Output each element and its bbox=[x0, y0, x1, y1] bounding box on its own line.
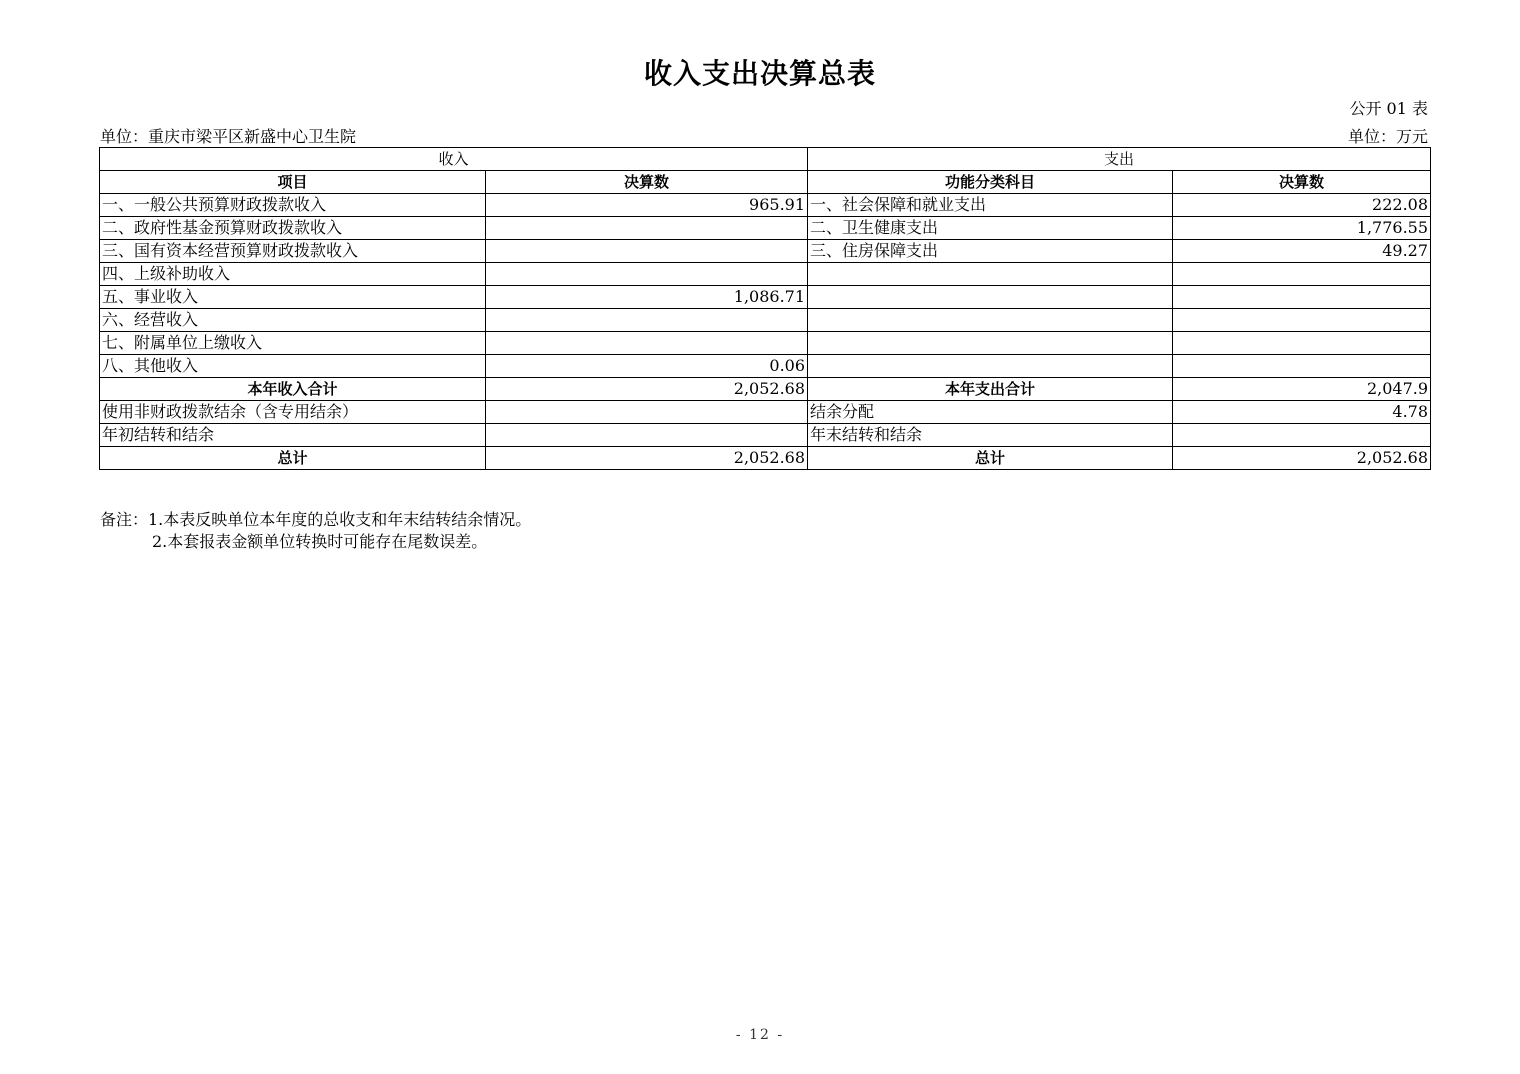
table-row bbox=[100, 401, 1431, 424]
expense-item: 三、住房保障支出 bbox=[808, 240, 1173, 263]
expense-item bbox=[808, 263, 1173, 286]
table-row bbox=[100, 263, 1431, 286]
unit-currency: 单位：万元 bbox=[1347, 127, 1428, 146]
page-title: 收入支出决算总表 bbox=[643, 57, 876, 90]
income-item: 四、上级补助收入 bbox=[100, 263, 486, 286]
expense-amount bbox=[1173, 309, 1431, 332]
table-row bbox=[100, 194, 1431, 217]
table-row bbox=[100, 217, 1431, 240]
income-amount bbox=[486, 332, 808, 355]
income-item: 二、政府性基金预算财政拨款收入 bbox=[100, 217, 486, 240]
income-item: 使用非财政拨款结余（含专用结余） bbox=[100, 401, 486, 424]
expense-amount: 222.08 bbox=[1173, 194, 1431, 217]
expense-amount bbox=[1173, 263, 1431, 286]
expense-item bbox=[808, 332, 1173, 355]
income-total-label: 总计 bbox=[100, 447, 486, 470]
page-number: - 12 - bbox=[735, 1027, 785, 1043]
income-amount: 965.91 bbox=[486, 194, 808, 217]
expense-total-amount: 2,052.68 bbox=[1173, 447, 1431, 470]
table-row bbox=[100, 355, 1431, 378]
income-subtotal-amount: 2,052.68 bbox=[486, 378, 808, 401]
income-total-amount: 2,052.68 bbox=[486, 447, 808, 470]
expense-group-header: 支出 bbox=[808, 148, 1431, 171]
income-item: 五、事业收入 bbox=[100, 286, 486, 309]
column-header-amount-expense: 决算数 bbox=[1173, 171, 1431, 194]
income-item: 六、经营收入 bbox=[100, 309, 486, 332]
expense-subtotal-label: 本年支出合计 bbox=[808, 378, 1173, 401]
expense-total-label: 总计 bbox=[808, 447, 1173, 470]
expense-amount: 49.27 bbox=[1173, 240, 1431, 263]
income-amount bbox=[486, 424, 808, 447]
expense-item bbox=[808, 355, 1173, 378]
table-row bbox=[100, 309, 1431, 332]
table-row bbox=[100, 286, 1431, 309]
table-column-header-row bbox=[100, 171, 1431, 194]
note-line-2: 2.本套报表金额单位转换时可能存在尾数误差。 bbox=[152, 532, 488, 551]
income-amount: 1,086.71 bbox=[486, 286, 808, 309]
expense-amount: 4.78 bbox=[1173, 401, 1431, 424]
income-amount bbox=[486, 240, 808, 263]
income-item: 七、附属单位上缴收入 bbox=[100, 332, 486, 355]
income-item: 八、其他收入 bbox=[100, 355, 486, 378]
table-row bbox=[100, 332, 1431, 355]
note-line-1: 备注：1.本表反映单位本年度的总收支和年末结转结余情况。 bbox=[100, 510, 532, 529]
table-code: 公开 01 表 bbox=[1349, 99, 1428, 118]
table-row bbox=[100, 240, 1431, 263]
income-amount bbox=[486, 263, 808, 286]
income-item: 一、一般公共预算财政拨款收入 bbox=[100, 194, 486, 217]
income-item: 三、国有资本经营预算财政拨款收入 bbox=[100, 240, 486, 263]
column-header-amount: 决算数 bbox=[486, 171, 808, 194]
expense-item bbox=[808, 286, 1173, 309]
expense-item: 结余分配 bbox=[808, 401, 1173, 424]
income-subtotal-label: 本年收入合计 bbox=[100, 378, 486, 401]
expense-item: 一、社会保障和就业支出 bbox=[808, 194, 1173, 217]
income-group-header: 收入 bbox=[100, 148, 808, 171]
income-amount bbox=[486, 401, 808, 424]
income-item: 年初结转和结余 bbox=[100, 424, 486, 447]
table-row bbox=[100, 424, 1431, 447]
column-header-item: 项目 bbox=[100, 171, 486, 194]
expense-item bbox=[808, 309, 1173, 332]
expense-amount bbox=[1173, 355, 1431, 378]
income-expense-table bbox=[99, 147, 1431, 470]
expense-amount bbox=[1173, 424, 1431, 447]
unit-organization: 单位：重庆市梁平区新盛中心卫生院 bbox=[100, 127, 357, 146]
column-header-function-item: 功能分类科目 bbox=[808, 171, 1173, 194]
income-amount bbox=[486, 309, 808, 332]
notes bbox=[100, 509, 531, 553]
expense-item: 二、卫生健康支出 bbox=[808, 217, 1173, 240]
total-row bbox=[100, 447, 1431, 470]
income-amount bbox=[486, 217, 808, 240]
expense-amount bbox=[1173, 286, 1431, 309]
subtotal-row bbox=[100, 378, 1431, 401]
income-amount: 0.06 bbox=[486, 355, 808, 378]
expense-item: 年末结转和结余 bbox=[808, 424, 1173, 447]
table-group-header-row bbox=[100, 148, 1431, 171]
expense-amount bbox=[1173, 332, 1431, 355]
expense-subtotal-amount: 2,047.9 bbox=[1173, 378, 1431, 401]
expense-amount: 1,776.55 bbox=[1173, 217, 1431, 240]
